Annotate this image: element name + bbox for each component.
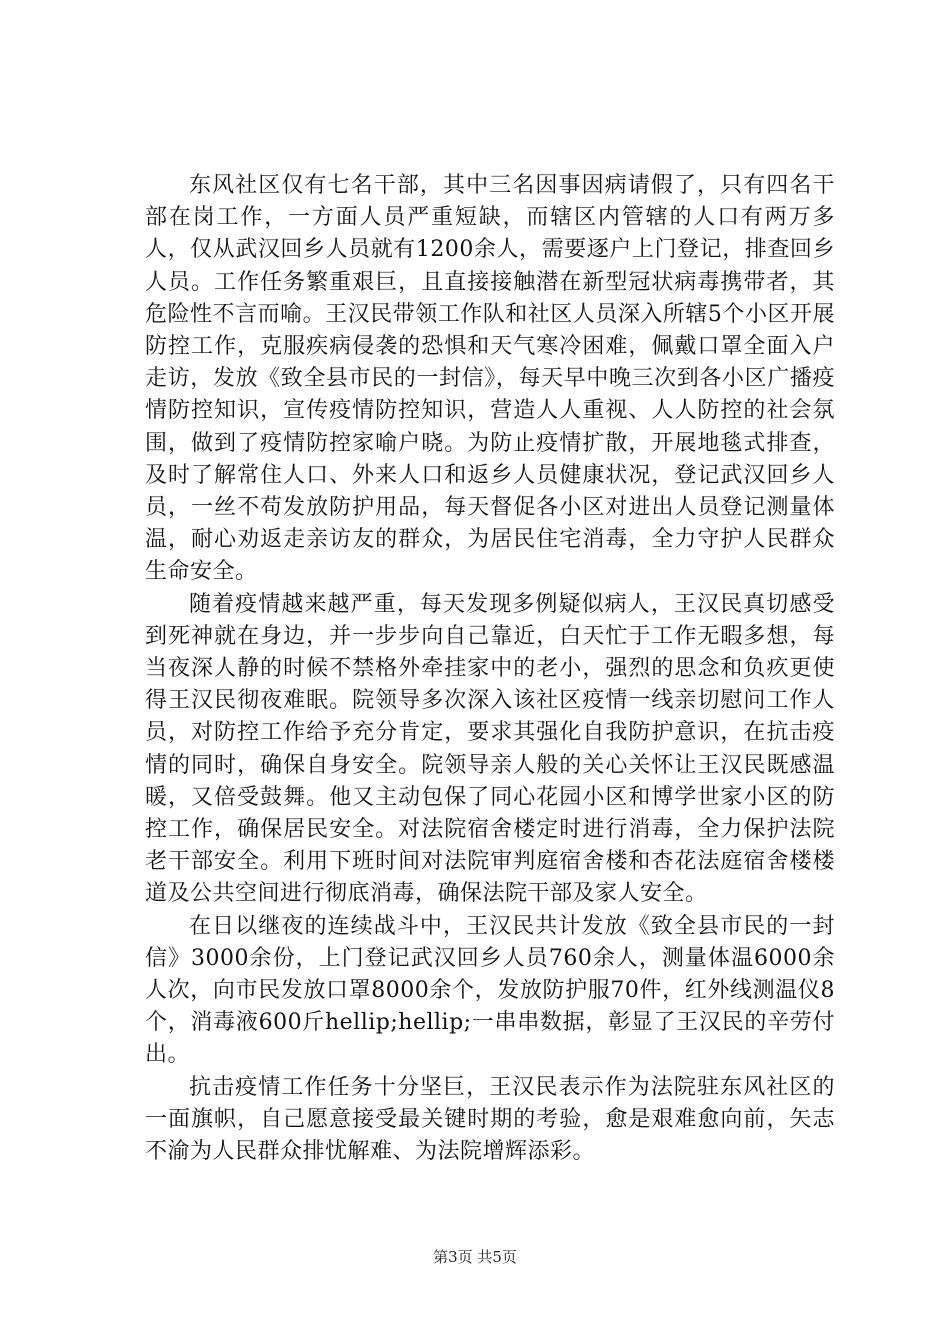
paragraph-2: 随着疫情越来越严重，每天发现多例疑似病人，王汉民真切感受到死神就在身边，并一步步向自己靠近，白天忙于工作无暇多想，每当夜深人静的时候不禁格外牵挂家中的老小，强烈的思念和负疚更使得王汉民彻夜难眠。院领导多次深入该社区疫情一线亲切慰问工作人员，对防控工作给予充分肯定，要求其强化自我防护意识，在抗击疫情的同时，确保自身安全。院领导亲人般的关心关怀让王汉民既感温暖，又倍受鼓舞。他又主动包保了同心花园小区和博学世家小区的防控工作，确保居民安全。对法院宿舍楼定时进行消毒，全力保护法院老干部安全。利用下班时间对法院审判庭宿舍楼和杏花法庭宿舍楼楼道及公共空间进行彻底消毒，确保法院干部及家人安全。 bbox=[145, 591, 835, 907]
paragraph-4: 抗击疫情工作任务十分坚巨，王汉民表示作为法院驻东风社区的一面旗帜，自己愿意接受最关键时期的考验，愈是艰难愈向前，矢志不渝为人民群众排忧解难、为法院增辉添彩。 bbox=[145, 1074, 835, 1165]
document-body bbox=[145, 170, 835, 1168]
paragraph-3: 在日以继夜的连续战斗中，王汉民共计发放《致全县市民的一封信》3000余份，上门登记武汉回乡人员760余人，测量体温6000余人次，向市民发放口罩8000余个，发放防护服70件，红外线测温仪8个，消毒液600斤hellip;hellip;一串串数据，彰显了王汉民的辛劳付出。 bbox=[145, 913, 835, 1068]
paragraph-1: 东风社区仅有七名干部，其中三名因事因病请假了，只有四名干部在岗工作，一方面人员严重短缺，而辖区内管辖的人口有两万多人，仅从武汉回乡人员就有1200余人，需要逐户上门登记，排查回乡人员。工作任务繁重艰巨，且直接接触潜在新型冠状病毒携带者，其危险性不言而喻。王汉民带领工作队和社区人员深入所辖5个小区开展防控工作，克服疾病侵袭的恐惧和天气寒冷困难，佩戴口罩全面入户走访，发放《致全县市民的一封信》，每天早中晚三次到各小区广播疫情防控知识，宣传疫情防控知识，营造人人重视、人人防控的社会氛围，做到了疫情防控家喻户晓。为防止疫情扩散，开展地毯式排查，及时了解常住人口、外来人口和返乡人员健康状况，登记武汉回乡人员，一丝不苟发放防护用品，每天督促各小区对进出人员登记测量体温，耐心劝返走亲访友的群众，为居民住宅消毒，全力守护人民群众生命安全。 bbox=[145, 173, 835, 585]
page-footer: 第3页 共5页 bbox=[433, 1248, 517, 1266]
